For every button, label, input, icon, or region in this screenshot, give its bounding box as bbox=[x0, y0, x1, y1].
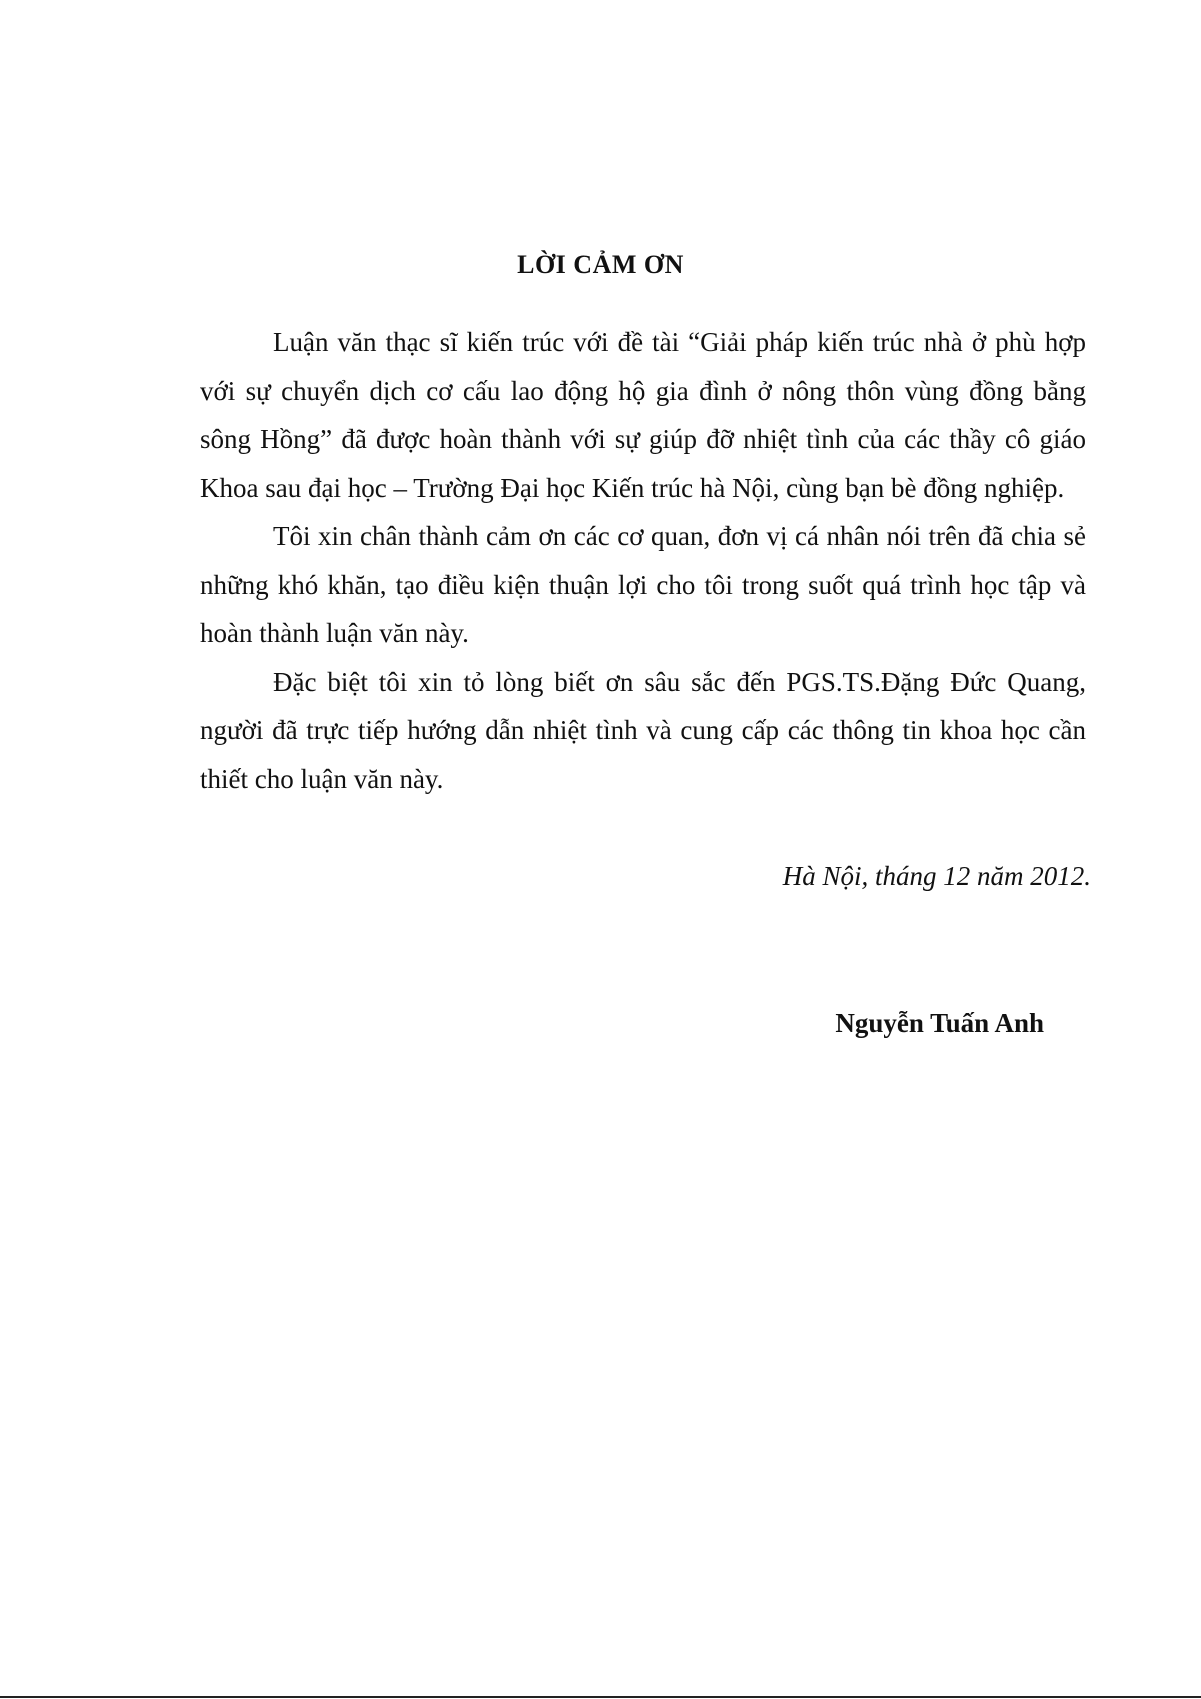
paragraph-intro: Luận văn thạc sĩ kiến trúc với đề tài “Giải pháp kiến trúc nhà ở phù hợp với sự chuyển dịch cơ cấu lao động hộ gia đình ở nông thôn vùng đồng bằng sông Hồng” đã được hoàn thành với sự giúp đỡ nhiệt tình của các thầy cô giáo Khoa sau đại học – Trường Đại học Kiến trúc hà Nội, cùng bạn bè đồng nghiệp. bbox=[200, 327, 1086, 503]
page-title: LỜI CẢM ƠN bbox=[517, 250, 684, 279]
paragraph-thanks-agencies: Tôi xin chân thành cảm ơn các cơ quan, đơn vị cá nhân nói trên đã chia sẻ những khó khăn, tạo điều kiện thuận lợi cho tôi trong suốt quá trình học tập và hoàn thành luận văn này. bbox=[200, 521, 1086, 648]
body-text bbox=[200, 318, 1086, 803]
author-signature: Nguyễn Tuấn Anh bbox=[835, 1008, 1044, 1038]
paragraph-thanks-advisor: Đặc biệt tôi xin tỏ lòng biết ơn sâu sắc đến PGS.TS.Đặng Đức Quang, người đã trực tiếp hướng dẫn nhiệt tình và cung cấp các thông tin khoa học cần thiết cho luận văn này. bbox=[200, 666, 1086, 794]
page-bottom-divider bbox=[0, 1696, 1201, 1698]
date-line: Hà Nội, tháng 12 năm 2012. bbox=[782, 861, 1091, 891]
